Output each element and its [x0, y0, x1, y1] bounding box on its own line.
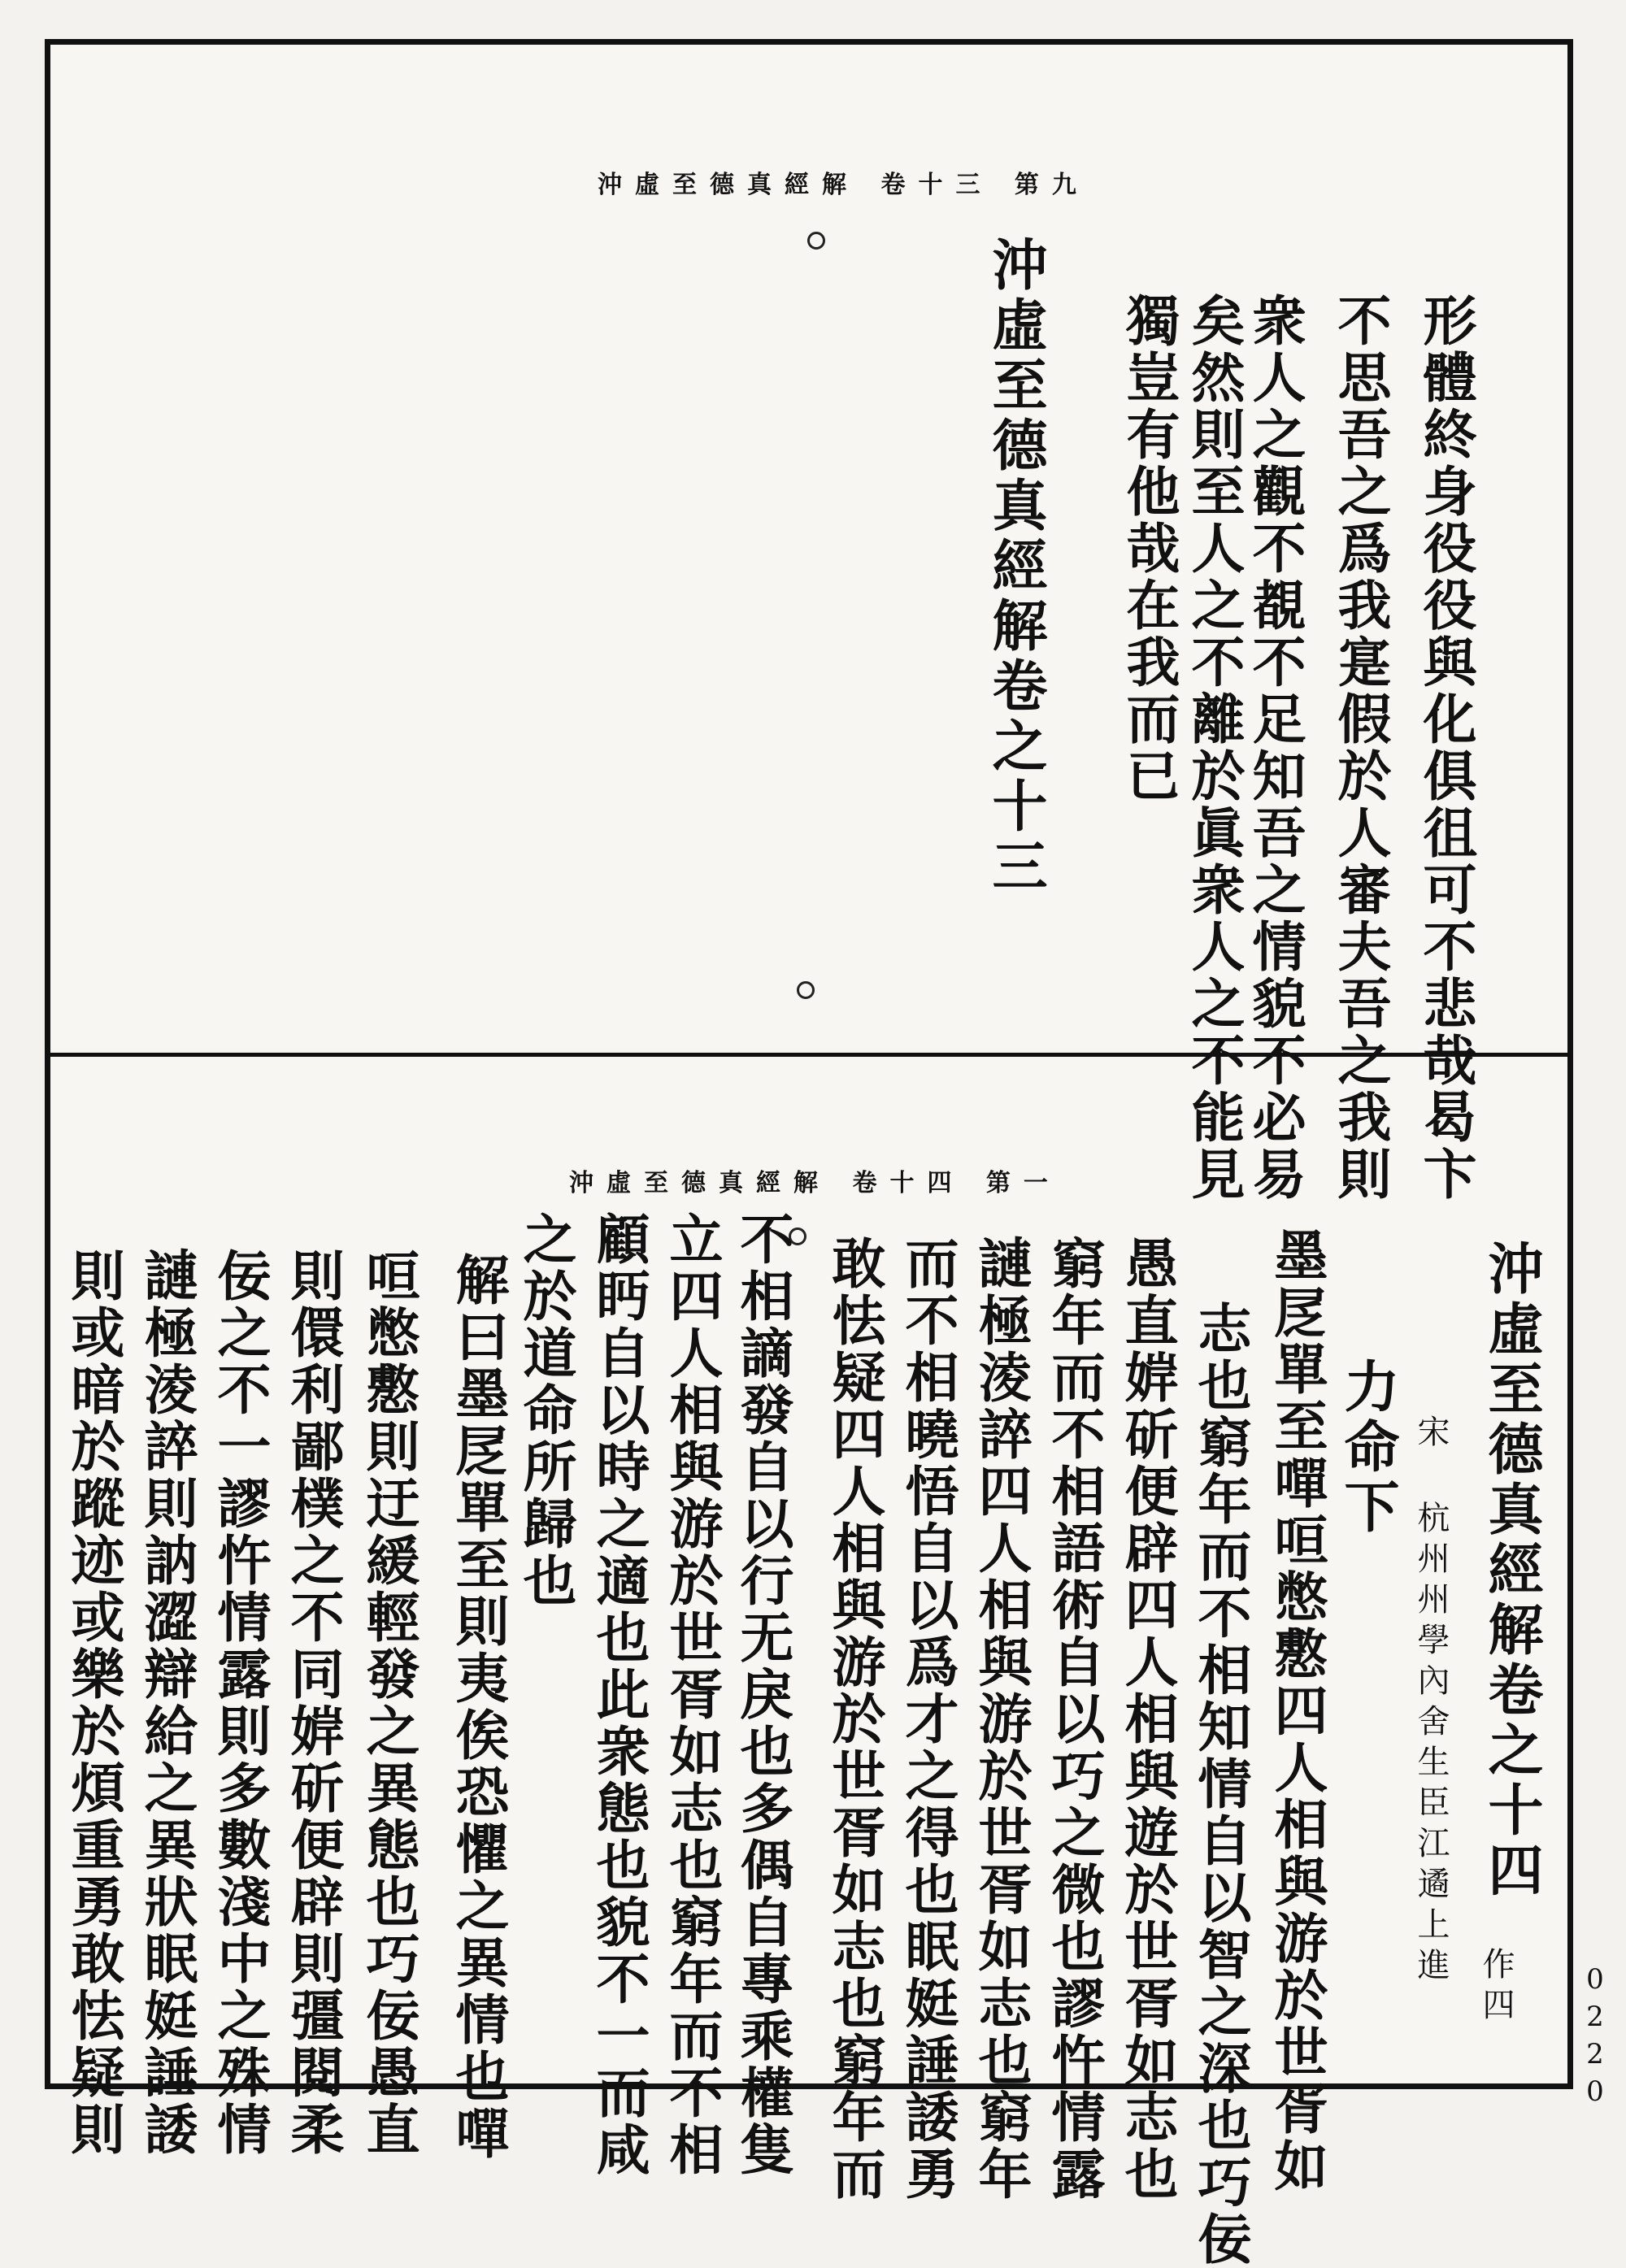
volume-mark: 作四: [1477, 1947, 1515, 2028]
bottom-line-14: 則儇利鄙樸之不同婩斫便辟則彊閱柔: [281, 1248, 345, 2158]
top-page-title: 沖虛至德真經解卷之十三: [983, 236, 1048, 897]
bottom-line-3: 愚直婩斫便辟四人相與遊於世胥如志也: [1115, 1236, 1179, 2203]
author-line: 宋 杭州州學內舍生臣江遹上進: [1412, 1414, 1450, 1988]
bottom-line-8: 不相謫發自以行无戾也多偶自專乘權隻: [731, 1211, 794, 2179]
top-line-1: 形體終身役役與化俱徂可不悲哉曷卞: [1414, 293, 1477, 1203]
top-line-4: 矣然則至人之不離於眞衆人之不能見: [1182, 293, 1246, 1203]
bottom-line-16: 謰極淩誶則訥澀辯給之異狀眠娗諈諉: [135, 1248, 198, 2158]
bottom-line-12: 解曰墨㞏單至則夷俟恐懼之異情也嘽: [446, 1252, 510, 2162]
top-line-3: 衆人之觀不覩不足知吾之情貌不必易: [1243, 293, 1306, 1203]
bottom-page-title: 沖虛至德真經解卷之十四: [1479, 1240, 1544, 1901]
bottom-line-4: 窮年而不相語術自以巧之微也謬忤情露: [1042, 1236, 1106, 2203]
bottom-line-6: 而不相曉悟自以爲才之得也眠娗諈諉勇: [896, 1236, 959, 2203]
bottom-line-15: 佞之不一謬忤情露則多數淺中之殊情: [208, 1248, 272, 2158]
bottom-line-10: 顧眄自以時之適也此衆態也貌不一而咸: [587, 1211, 650, 2179]
page-number: 0220: [1579, 1963, 1611, 2113]
bottom-line-7: 敢怯疑四人相與游於世胥如志也窮年而: [823, 1236, 886, 2203]
bottom-line-2: 志也窮年而不相知情自以智之深也巧佞: [1189, 1301, 1252, 2268]
top-circle-mark: [807, 232, 825, 250]
bottom-line-1: 墨㞏單至嘽咺憋懯四人相與游於世胥如: [1265, 1227, 1328, 2195]
bottom-line-17: 則或暗於蹤迹或樂於煩重勇敢怯疑則: [62, 1248, 125, 2158]
bottom-line-11: 之於道命所歸也: [514, 1211, 577, 1610]
top-line-5: 獨豈有他哉在我而已: [1117, 293, 1180, 805]
bottom-page-header: 沖虛至德真經解 卷十四 第一: [569, 1169, 1061, 1197]
top-line-2: 不思吾之爲我寔假於人審夫吾之我則: [1328, 293, 1392, 1203]
chapter-title: 力命下: [1335, 1358, 1400, 1538]
bottom-line-5: 謰極淩誶四人相與游於世胥如志也窮年: [969, 1236, 1033, 2203]
bottom-line-13: 咺憋懯則迂緩輕發之異態也巧佞愚直: [357, 1248, 420, 2158]
top-page-header: 沖虛至德真經解 卷十三 第九: [598, 171, 1089, 199]
top-circle-mark-bottom: [797, 981, 815, 999]
bottom-line-9: 立四人相與游於世胥如志也窮年而不相: [660, 1211, 724, 2179]
